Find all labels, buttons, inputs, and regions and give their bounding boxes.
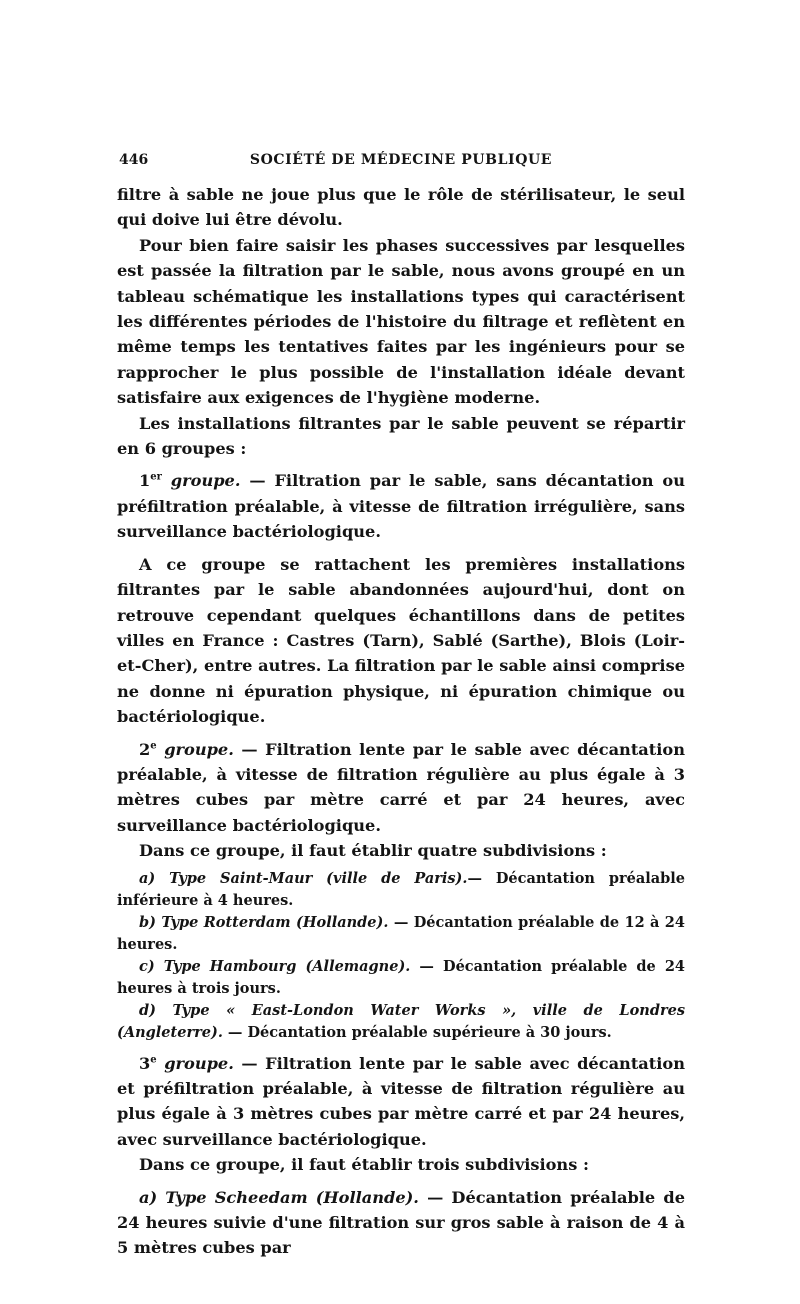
subdivision-a: [117, 868, 685, 912]
book-page: [117, 148, 685, 1261]
group-heading: groupe.: [161, 471, 241, 491]
paragraph: Pour bien faire saisir les phases successives par lesquelles est passée la filtration par le sable, nous avons groupé en un tableau schématique les installations types qui caractérisent les différentes périodes de l'histoire du filtrage et reflètent en même temps les tentatives faites par les ingénieurs pour se rapprocher le plus possible de l'installation idéale devant satisfaire aux exigences de l'hygiène moderne.: [117, 235, 685, 408]
subdivision-label: c) Type Hambourg (Allemagne).: [139, 957, 411, 975]
ordinal-suffix: er: [150, 472, 162, 484]
ordinal-suffix: e: [150, 740, 157, 752]
page-number: 446: [119, 152, 149, 168]
paragraph: A ce groupe se rattachent les premières installations filtrantes par le sable abandonnées aujourd'hui, dont on retrouve cependant quelques échantillons dans de petites villes en France : Castres (Tarn), Sablé (Sarthe), Blois (Loir-et-Cher), entre autres. La filtration par le sable ainsi comprise ne donne ni épuration physique, ni épuration chimique ou bactériologique.: [117, 554, 685, 727]
subdivision-text: — Décantation préalable de 24 heures à trois jours.: [117, 957, 685, 997]
page-header: [117, 148, 685, 174]
subdivision-text: — Décantation préalable supérieure à 30 jours.: [222, 1023, 612, 1041]
subdivision-label: a) Type Saint-Maur (ville de Paris).: [139, 869, 468, 887]
group-heading: groupe.: [156, 739, 234, 759]
subdivision-c: [117, 956, 685, 1000]
subdivision-3a: [117, 1185, 685, 1261]
paragraph: Dans ce groupe, il faut établir trois subdivisions :: [139, 1155, 589, 1175]
subdivision-text: — Décantation préalable de 24 heures suivie d'une filtration sur gros sable à raison de 4 à 5 mètres cubes par: [117, 1187, 685, 1258]
group-2-paragraph: [117, 737, 685, 839]
group-description: — Filtration par le sable, sans décantation ou préfiltration préalable, à vitesse de filtration irrégulière, sans surveillance bactériologique.: [117, 471, 685, 542]
subdivision-label: a) Type Scheedam (Hollande).: [139, 1187, 419, 1207]
group-number: 3: [139, 1053, 151, 1073]
paragraph: Les installations filtrantes par le sable peuvent se répartir en 6 groupes :: [117, 413, 685, 459]
group-description: — Filtration lente par le sable avec décantation préalable, à vitesse de filtration régulière au plus égale à 3 mètres cubes par mètre carré et par 24 heures, avec surveillance bactériologique.: [117, 739, 685, 835]
subdivision-label: b) Type Rotterdam (Hollande).: [139, 913, 389, 931]
subdivision-text: — Décantation préalable de 12 à 24 heures.: [117, 913, 685, 953]
group-heading: groupe.: [156, 1053, 234, 1073]
paragraph: filtre à sable ne joue plus que le rôle de stérilisateur, le seul qui doive lui être dévolu.: [117, 185, 685, 230]
subdivision-d: [117, 1000, 685, 1044]
group-number: 1: [139, 471, 151, 491]
group-3-paragraph: [117, 1051, 685, 1153]
running-title: SOCIÉTÉ DE MÉDECINE PUBLIQUE: [249, 152, 553, 168]
subdivision-list: [117, 868, 685, 1044]
ordinal-suffix: e: [150, 1054, 157, 1066]
subdivision-b: [117, 912, 685, 956]
group-description: — Filtration lente par le sable avec décantation et préfiltration préalable, à vitesse de filtration régulière au plus égale à 3 mètres cubes par mètre carré et par 24 heures, avec surveillance bactériologique.: [117, 1053, 685, 1149]
group-1-paragraph: [117, 468, 685, 544]
subdivision-text: — Décantation préalable inférieure à 4 heures.: [117, 869, 685, 909]
paragraph: Dans ce groupe, il faut établir quatre subdivisions :: [139, 841, 607, 861]
group-number: 2: [139, 739, 151, 759]
subdivision-label: d) Type « East-London Water Works », ville de Londres (Angleterre).: [117, 1001, 685, 1041]
